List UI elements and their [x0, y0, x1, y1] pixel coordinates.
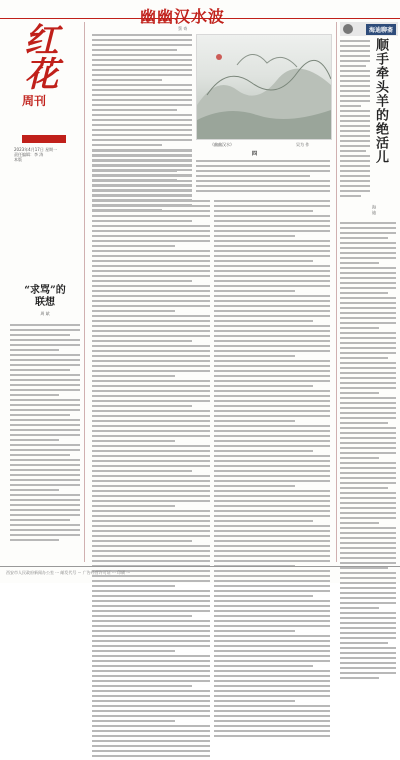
page-note: 本版	[14, 157, 22, 162]
masthead-logo: 红花	[18, 22, 58, 90]
main-article-col-lower-1	[92, 200, 210, 760]
left-article-body	[10, 324, 80, 541]
left-article	[10, 285, 80, 544]
painting-caption-left: 《幽幽汉水》	[210, 142, 234, 147]
main-article-col-lower-2	[214, 200, 330, 740]
right-col-intro	[340, 40, 370, 200]
main-article-col-2a	[196, 160, 330, 195]
right-column-title: 顺手牵头羊的绝活儿	[373, 38, 388, 164]
masthead-badge	[22, 135, 66, 143]
footer-text: 西安市人民政府新闻办公室 ··· 邮发代号 ··· 广告经营许可证 ··· 印刷 ···	[6, 570, 131, 575]
main-article-author: 蔡 奇	[178, 26, 188, 31]
painting-caption-right: 吴为 作	[296, 142, 310, 147]
right-divider	[336, 22, 337, 562]
landscape-painting	[196, 34, 332, 140]
right-section-header	[340, 22, 398, 36]
section-heading-four: 四	[252, 151, 258, 157]
author-avatar	[343, 24, 353, 34]
right-col-body	[340, 222, 396, 682]
masthead	[8, 22, 80, 192]
left-divider	[84, 22, 85, 562]
footer-rule	[0, 566, 400, 567]
painting-illustration	[197, 35, 331, 139]
main-article-title: 幽幽汉水波	[140, 7, 226, 26]
issue-info: 2023年4月17日 星期一	[14, 147, 58, 152]
editor-line: 责任编辑：李 涛	[14, 152, 44, 157]
left-article-author: 周 斌	[40, 311, 50, 316]
masthead-section: 周刊	[22, 94, 47, 108]
right-section-tag: 海迪聊斋	[366, 24, 396, 35]
right-column-author: 海 迪	[372, 205, 377, 215]
left-article-title: “求骂”的 联想	[24, 285, 66, 308]
